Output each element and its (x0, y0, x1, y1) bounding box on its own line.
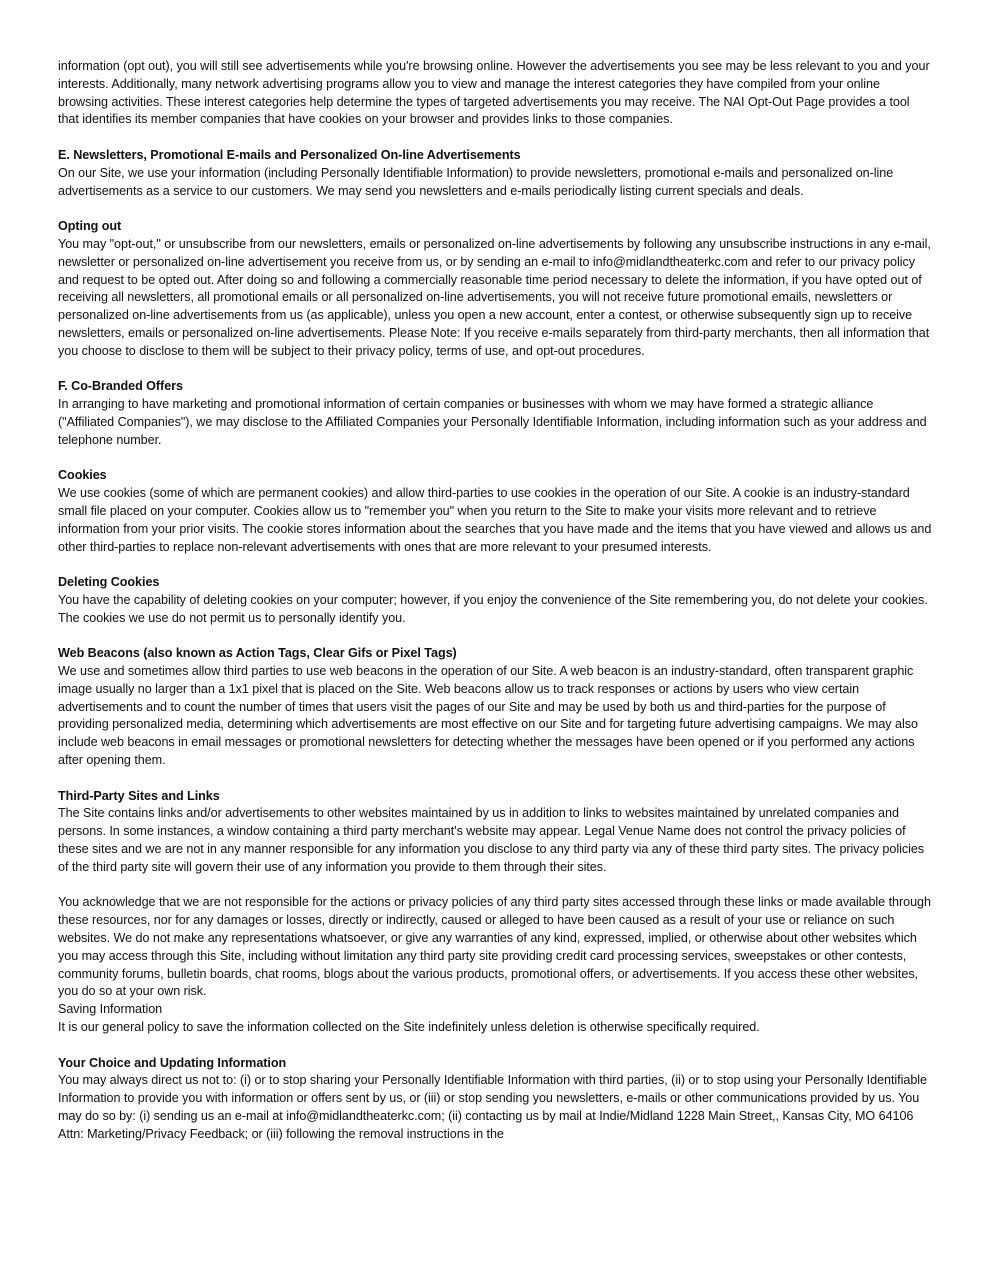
saving-heading: Saving Information (58, 1002, 163, 1017)
deleting-cookies-heading: Deleting Cookies (58, 575, 160, 590)
co-branded-paragraph: In arranging to have marketing and promotional information of certain companies or businesses with whom we may have formed a strategic alliance ("Affiliated Companies"), we may disclose to the Affiliated Companies your Personally Identifiable Information, including information such as your address and telephone number. (58, 397, 927, 447)
web-beacons-heading: Web Beacons (also known as Action Tags, Clear Gifs or Pixel Tags) (58, 646, 457, 661)
intro-section (58, 58, 932, 129)
co-branded-section (58, 378, 932, 449)
third-party-paragraph: The Site contains links and/or advertisements to other websites maintained by us in addition to links to websites maintained by unrelated companies and persons. In some instances, a window containing a third party merchant's website may appear. Legal Venue Name does not control the privacy policies of these sites and we are not in any manner responsible for any information you disclose to any third party via any of these third party sites. The privacy policies of the third party site will govern their use of any information you provide to them through their sites. (58, 806, 925, 874)
saving-section (58, 1001, 932, 1037)
cookies-section (58, 467, 932, 556)
acknowledge-paragraph: You acknowledge that we are not responsible for the actions or privacy policies of any third party sites accessed through these links or made available through these resources, nor for any damages or losses, directly or indirectly, caused or alleged to have been caused as a result of your use or reliance on such websites. We do not make any representations whatsoever, or give any warranties of any kind, expressed, implied, or otherwise about other websites which you may access through this Site, including without limitation any third party site providing credit card processing services, sweepstakes or other contests, community forums, bulletin boards, chat rooms, blogs about the various products, promotional offers, or advertisements. If you access these other websites, you do so at your own risk. (58, 895, 931, 999)
deleting-cookies-section (58, 574, 932, 627)
your-choice-section (58, 1055, 932, 1144)
newsletters-heading: E. Newsletters, Promotional E-mails and Personalized On-line Advertisements (58, 147, 521, 162)
cookies-paragraph: We use cookies (some of which are permanent cookies) and allow third-parties to use cookies in the operation of our Site. A cookie is an industry-standard small file placed on your computer. Cookies allow us to "remember you" when you return to the Site to make your visits more relevant and to retrieve information from your prior visits. The cookie stores information about the searches that you have made and the items that you have viewed and allows us and other third-parties to replace non-relevant advertisements with ones that are more relevant to your presumed interests. (58, 486, 932, 554)
opting-out-section (58, 218, 932, 360)
cookies-heading: Cookies (58, 468, 107, 483)
your-choice-paragraph: You may always direct us not to: (i) or to stop sharing your Personally Identifiable Information with third parties, (ii) or to stop using your Personally Identifiable Information to provide you with information or offers sent by us, or (iii) or stop sending you newsletters, e-mails or other communications provided by us. You may do so by: (i) sending us an e-mail at info@midlandtheaterkc.com; (ii) contacting us by mail at Indie/Midland 1228 Main Street,, Kansas City, MO 64106 Attn: Marketing/Privacy Feedback; or (iii) following the removal instructions in the (58, 1073, 927, 1141)
document-page (58, 58, 932, 1144)
opting-out-heading: Opting out (58, 219, 122, 234)
acknowledge-section (58, 894, 932, 1001)
newsletters-paragraph: On our Site, we use your information (including Personally Identifiable Information) to provide newsletters, promotional e-mails and personalized on-line advertisements as a service to our customers. We may send you newsletters and e-mails periodically listing current specials and deals. (58, 165, 894, 198)
deleting-cookies-paragraph: You have the capability of deleting cookies on your computer; however, if you enjoy the convenience of the Site remembering you, do not delete your cookies. The cookies we use do not permit us to personally identify you. (58, 592, 928, 625)
co-branded-heading: F. Co-Branded Offers (58, 379, 183, 394)
newsletters-section (58, 147, 932, 200)
your-choice-heading: Your Choice and Updating Information (58, 1055, 287, 1070)
intro-paragraph: information (opt out), you will still see advertisements while you're browsing online. However the advertisements you see may be less relevant to you and your interests. Additionally, many network advertising programs allow you to view and manage the interest categories they have compiled from your online browsing activities. These interest categories help determine the types of targeted advertisements you may receive. The NAI Opt-Out Page provides a tool that identifies its member companies that have cookies on your browser and provides links to those companies. (58, 59, 930, 127)
web-beacons-paragraph: We use and sometimes allow third parties to use web beacons in the operation of our Site. A web beacon is an industry-standard, often transparent graphic image usually no larger than a 1x1 pixel that is placed on the Site. Web beacons allow us to track responses or actions by users who view certain advertisements and to count the number of times that users visit the pages of our Site and may be used by both us and third-parties for the purpose of providing personalized media, determining which advertisements are most effective on our Site and for targeting future advertising campaigns. We may also include web beacons in email messages or promotional newsletters for detecting whether the messages have been opened or if you performed any actions after opening them. (58, 664, 918, 768)
web-beacons-section (58, 645, 932, 770)
third-party-heading: Third-Party Sites and Links (58, 788, 220, 803)
opting-out-paragraph: You may "opt-out," or unsubscribe from our newsletters, emails or personalized on-line advertisements by following any unsubscribe instructions in any e-mail, newsletter or personalized on-line advertisement you receive from us, or by sending an e-mail to info@midlandtheaterkc.com and refer to our privacy policy and request to be opted out. After doing so and following a commercially reasonable time period necessary to delete the information, if you have opted out of receiving all newsletters, all promotional emails or all personalized on-line advertisements, you will not receive future promotional emails, newsletters or personalized on-line advertisements from us (as applicable), unless you open a new account, enter a contest, or otherwise subsequently sign up to receive newsletters, emails or personalized on-line advertisements. Please Note: If you receive e-mails separately from third-party merchants, then all information that you choose to disclose to them will be subject to their privacy policy, terms of use, and opt-out procedures. (58, 236, 931, 358)
third-party-section (58, 788, 932, 877)
saving-paragraph: It is our general policy to save the information collected on the Site indefinitely unless deletion is otherwise specifically required. (58, 1020, 760, 1035)
